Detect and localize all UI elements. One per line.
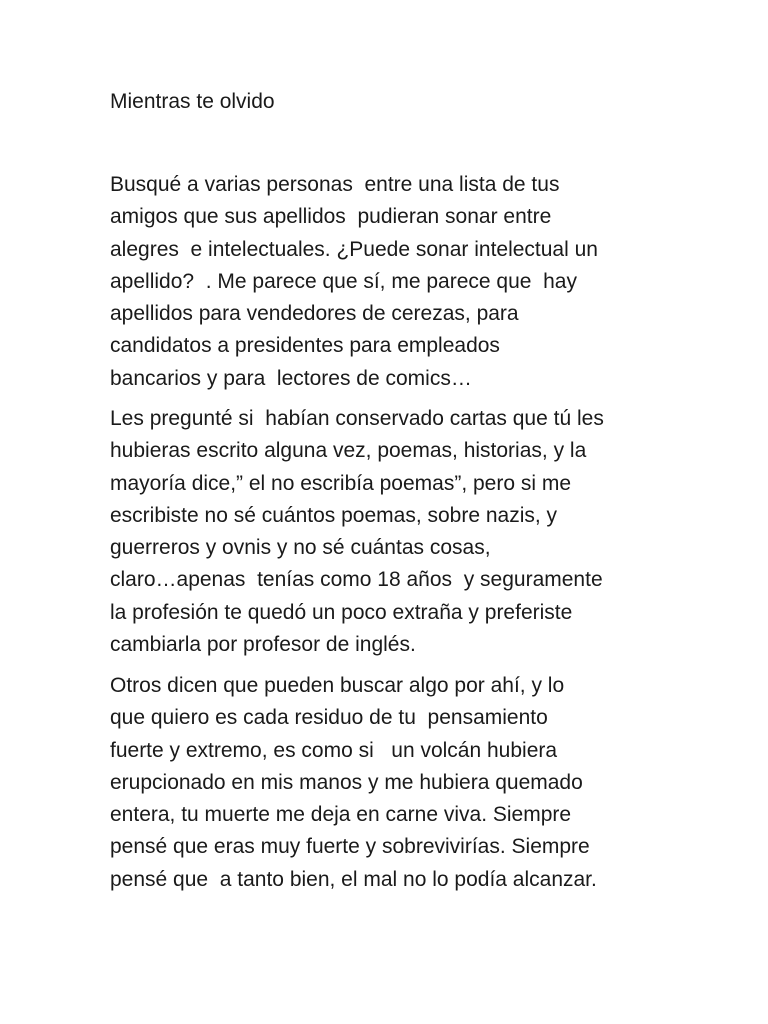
paragraph-line: candidatos a presidentes para empleados [110, 334, 500, 358]
paragraph-line: alegres e intelectuales. ¿Puede sonar intelectual un [110, 237, 598, 261]
paragraph-1 [110, 169, 598, 395]
paragraph-2 [110, 403, 604, 661]
paragraph-line: amigos que sus apellidos pudieran sonar entre [110, 205, 552, 229]
paragraph-line: Busqué a varias personas entre una lista de tus [110, 173, 560, 196]
paragraph-line: escribiste no sé cuántos poemas, sobre nazis, y [110, 503, 558, 527]
paragraph-line: la profesión te quedó un poco extraña y preferiste [110, 600, 573, 624]
paragraph-3 [110, 670, 597, 896]
paragraph-line: pensé que eras muy fuerte y sobrevivirías. Siempre [110, 835, 590, 859]
paragraph-line: Les pregunté si habían conservado cartas que tú les [110, 407, 604, 430]
paragraph-line: apellido? . Me parece que sí, me parece que hay [110, 269, 577, 293]
paragraph-line: entera, tu muerte me deja en carne viva. Siempre [110, 803, 572, 827]
paragraph-line: guerreros y ovnis y no sé cuántas cosas, [110, 536, 491, 560]
paragraph-line: pensé que a tanto bien, el mal no lo podía alcanzar. [110, 867, 597, 891]
paragraph-line: Otros dicen que pueden buscar algo por ahí, y lo [110, 674, 565, 697]
paragraph-line: erupcionado en mis manos y me hubiera quemado [110, 770, 583, 794]
paragraph-line: apellidos para vendedores de cerezas, para [110, 302, 519, 326]
paragraph-line: cambiarla por profesor de inglés. [110, 633, 416, 657]
paragraph-line: que quiero es cada residuo de tu pensamiento [110, 706, 548, 730]
paragraph-line: claro…apenas tenías como 18 años y seguramente [110, 568, 603, 592]
paragraph-line: hubieras escrito alguna vez, poemas, historias, y la [110, 439, 587, 463]
paragraph-line: mayoría dice,” el no escribía poemas”, pero si me [110, 471, 572, 495]
paragraph-line: fuerte y extremo, es como si un volcán hubiera [110, 738, 558, 762]
paragraph-line: bancarios y para lectores de comics… [110, 366, 472, 390]
document-title: Mientras te olvido [110, 90, 275, 113]
